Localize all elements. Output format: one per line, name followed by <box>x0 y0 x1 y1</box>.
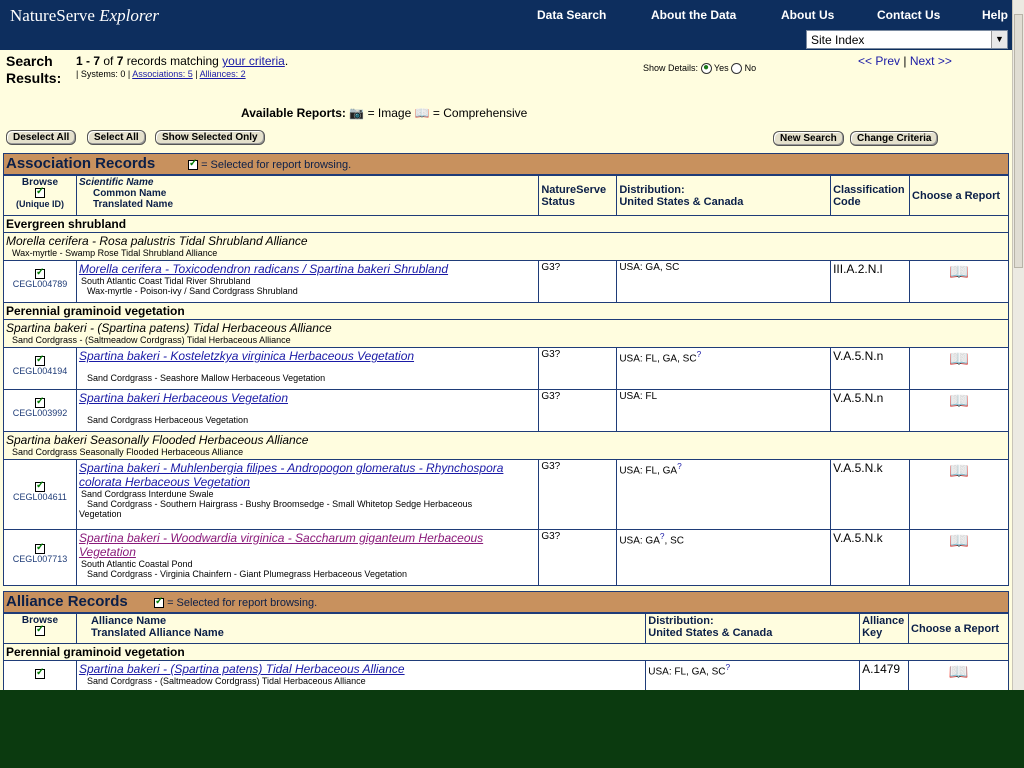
record-link-visited[interactable]: Spartina bakeri - Woodwardia virginica - Saccharum giganteum Herbaceous Vegetation <box>78 531 484 559</box>
association-table <box>3 175 1009 586</box>
scrollbar-thumb[interactable] <box>1014 14 1023 268</box>
vertical-scrollbar[interactable] <box>1012 0 1024 690</box>
alliance-table <box>3 613 1009 690</box>
row-checkbox[interactable] <box>35 669 45 679</box>
group-perennial-graminoid: Perennial graminoid vegetation <box>4 303 1009 320</box>
book-icon[interactable]: 📖 <box>948 664 969 681</box>
association-records-header: Association Records ✓ = Selected for report browsing. <box>3 153 1009 175</box>
site-index-select[interactable]: Site Index ▼ <box>806 30 1008 49</box>
results-summary: 1 - 7 of 7 records matching your criteria. <box>76 54 289 68</box>
results-breakdown: | Systems: 0 | Associations: 5 | Alliances: 2 <box>76 69 246 79</box>
browse-all-checkbox[interactable] <box>35 188 45 198</box>
browse-all-checkbox[interactable] <box>35 626 45 636</box>
yes-radio[interactable]: ● <box>701 63 712 74</box>
prev-link[interactable]: << Prev <box>858 54 901 68</box>
record-link[interactable]: Spartina bakeri - (Spartina patens) Tidal Herbaceous Alliance <box>78 662 405 676</box>
table-row: ✓ CEGL004611 Spartina bakeri - Muhlenbergia filipes - Andropogon glomeratus - Rhynchospora colorata Herbaceous Vegetation Sand Cordgrass Interdune Swale Sand Cordgrass - Southern Hairgrass - Bushy Broomsedge - Small Whitetop Sedge Herbaceous Vegetation G3? USA: FL, GA? V.A.5.N.k 📖 <box>4 460 1009 530</box>
table-row: ✓ CEGL003992 Spartina bakeri Herbaceous Vegetation Sand Cordgrass Herbaceous Vegetation G3? USA: FL V.A.5.N.n 📖 <box>4 390 1009 432</box>
book-icon[interactable]: 📖 <box>949 264 969 281</box>
top-navigation-bar <box>0 0 1012 50</box>
record-link[interactable]: Spartina bakeri - Kosteletzkya virginica Herbaceous Vegetation <box>78 349 415 363</box>
nav-contact-us[interactable]: Contact Us <box>877 8 941 22</box>
your-criteria-link[interactable]: your criteria <box>222 54 285 68</box>
checkbox-legend-icon <box>188 160 198 170</box>
row-checkbox[interactable] <box>35 482 45 492</box>
main-content <box>0 50 1012 690</box>
group-perennial-graminoid: Perennial graminoid vegetation <box>4 644 1009 661</box>
row-checkbox[interactable] <box>35 269 45 279</box>
natureserve-logo[interactable]: NatureServe Explorer <box>10 6 160 25</box>
nav-help[interactable]: Help <box>982 8 1009 22</box>
next-link[interactable]: Next >> <box>909 54 952 68</box>
alliances-link[interactable]: Alliances: 2 <box>199 69 246 79</box>
show-selected-only-button[interactable]: Show Selected Only <box>155 130 265 145</box>
table-row: ✓ CEGL004789 Morella cerifera - Toxicodendron radicans / Spartina bakeri Shrubland South Atlantic Coast Tidal River Shrubland Wax-myrtle - Poison-ivy / Sand Cordgrass Shrubland G3? USA: GA, SC III.A.2.N.l 📖 <box>4 261 1009 303</box>
nav-data-search[interactable]: Data Search <box>537 8 607 22</box>
change-criteria-button[interactable]: Change Criteria <box>850 131 938 146</box>
alliance-table-header: Browse ✓ Alliance Name Translated Alliance Name Distribution: United States & Canada Alliance Key Choose a Report <box>4 614 1009 644</box>
table-row: ✓ Spartina bakeri - (Spartina patens) Tidal Herbaceous Alliance Sand Cordgrass - (Saltmeadow Cordgrass) Tidal Herbaceous Alliance USA: FL, GA, SC? A.1479 📖 <box>4 661 1009 691</box>
book-icon[interactable]: 📖 <box>949 463 969 480</box>
book-icon[interactable]: 📖 <box>949 351 969 368</box>
book-icon: 📖 <box>414 106 430 120</box>
record-link[interactable]: Spartina bakeri - Muhlenbergia filipes - Andropogon glomeratus - Rhynchospora colorata Herbaceous Vegetation <box>78 461 504 489</box>
camera-icon: 📷 <box>349 106 365 120</box>
record-link[interactable]: Spartina bakeri Herbaceous Vegetation <box>78 391 288 405</box>
association-table-header: Browse ✓ (Unique ID) Scientific Name Common Name Translated Name NatureServe Status Distribution: United States & Canada Classification Code Choose a Report <box>4 176 1009 216</box>
checkbox-legend-icon <box>154 598 164 608</box>
new-search-button[interactable]: New Search <box>773 131 844 146</box>
pagination: << Prev | Next >> <box>858 54 952 68</box>
record-link[interactable]: Morella cerifera - Toxicodendron radicans / Spartina bakeri Shrubland <box>78 262 449 276</box>
nav-about-us[interactable]: About Us <box>781 8 835 22</box>
nav-about-the-data[interactable]: About the Data <box>651 8 737 22</box>
available-reports: Available Reports: 📷 = Image 📖 = Comprehensive <box>241 106 528 120</box>
alliance-row: Spartina bakeri - (Spartina patens) Tidal Herbaceous Alliance Sand Cordgrass - (Saltmeadow Cordgrass) Tidal Herbaceous Alliance <box>4 320 1009 348</box>
select-all-button[interactable]: Select All <box>87 130 146 145</box>
deselect-all-button[interactable]: Deselect All <box>6 130 76 145</box>
chevron-down-icon: ▼ <box>991 31 1007 48</box>
alliance-row: Morella cerifera - Rosa palustris Tidal Shrubland Alliance Wax-myrtle - Swamp Rose Tidal Shrubland Alliance <box>4 233 1009 261</box>
alliance-records-header: Alliance Records ✓ = Selected for report browsing. <box>3 591 1009 613</box>
row-checkbox[interactable] <box>35 544 45 554</box>
row-checkbox[interactable] <box>35 398 45 408</box>
row-checkbox[interactable] <box>35 356 45 366</box>
search-results-title: Search Results: <box>6 53 62 86</box>
book-icon[interactable]: 📖 <box>949 393 969 410</box>
table-row: ✓ CEGL007713 Spartina bakeri - Woodwardia virginica - Saccharum giganteum Herbaceous Vegetation South Atlantic Coastal Pond Sand Cordgrass - Virginia Chainfern - Giant Plumegrass Herbaceous Vegetation G3? USA: GA?, SC V.A.5.N.k 📖 <box>4 530 1009 586</box>
no-radio[interactable] <box>731 63 742 74</box>
table-row: ✓ CEGL004194 Spartina bakeri - Kosteletzkya virginica Herbaceous Vegetation Sand Cordgrass - Seashore Mallow Herbaceous Vegetation G3? USA: FL, GA, SC? V.A.5.N.n 📖 <box>4 348 1009 390</box>
alliance-row: Spartina bakeri Seasonally Flooded Herbaceous Alliance Sand Cordgrass Seasonally Flooded Herbaceous Alliance <box>4 432 1009 460</box>
associations-link[interactable]: Associations: 5 <box>132 69 193 79</box>
group-evergreen-shrubland: Evergreen shrubland <box>4 216 1009 233</box>
show-details: Show Details: ● Yes No <box>643 62 757 74</box>
book-icon[interactable]: 📖 <box>949 533 969 550</box>
